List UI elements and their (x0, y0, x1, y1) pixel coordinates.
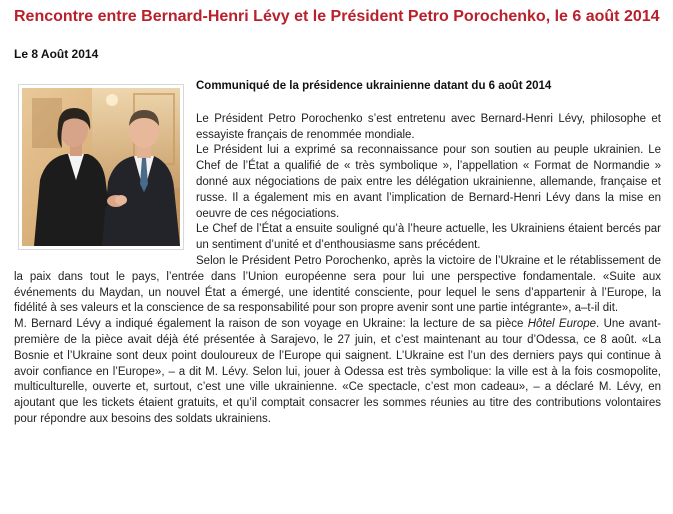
article-photo (18, 84, 184, 250)
paragraph-text-segment: . Une avant-première de la pièce avait déjà été présentée à Sarajevo, le 27 juin, et c’est maintenant au tour d’Odessa, ce 8 août. «La Bosnie et l’Ukraine sont deux point douloureux de l’Europe qui saignent. L’Ukraine est l’un des derniers pays qui continue à avoir confiance en l’Europe», – a dit M. Lévy. Selon lui, jouer à Odessa est très symbolique: la ville est à la fois cosmopolite, multiculturelle, ouverte et, surtout, c’est une ville ukrainienne. «Ce spectacle, c’est mon cadeau», – a déclaré M. Lévy, en ajoutant que les tickets étaient gratuits, et qu’il comptait consacrer les sommes réunies au titre des contributions volontaires pour répondre aux besoins des soldats ukrainiens. (14, 318, 661, 425)
article-subtitle: Communiqué de la présidence ukrainienne datant du 6 août 2014 (196, 80, 552, 92)
article-paragraph (14, 317, 661, 428)
article-body (14, 79, 661, 428)
article-paragraph: Selon le Président Petro Porochenko, après la victoire de l’Ukraine et le rétablissement de la paix dans tout le pays, l’entrée dans l’Union européenne sera pour lui une perspective fondamentale. «Suite aux événements du Maydan, un nouvel État a émergé, une identité consciente, pour lequel le sens d’appartenir à l’Europe, la fidélité à ses valeurs et la conscience de sa responsabilité pour son propre avenir sont une partie intégrante», a–t-il dit. (14, 254, 661, 315)
article-title: Rencontre entre Bernard-Henri Lévy et le Président Petro Porochenko, le 6 août 2014 (14, 8, 660, 25)
article-paragraph: Le Chef de l’État a ensuite souligné qu’à l’heure actuelle, les Ukrainiens étaient bercés par un sentiment d’unité et d’enthousiasme sans précédent. (196, 223, 661, 252)
article-paragraph: Le Président lui a exprimé sa reconnaissance pour son soutien au peuple ukrainien. Le Chef de l’État a qualifié de « très symbolique », l’appellation « Format de Normandie » donné aux négociations de paix entre les délégation ukrainienne, allemande, française et russe. Il a également mis en avant l’implication de Bernard-Henri Lévy dans la mise en oeuvre de ces négociations. (196, 144, 661, 220)
handshake-photo-illustration (22, 88, 180, 246)
article-date: Le 8 Août 2014 (14, 47, 99, 61)
article-paragraph: Le Président Petro Porochenko s’est entretenu avec Bernard-Henri Lévy, philosophe et essayiste français de renommée mondiale. (196, 112, 661, 141)
play-title: Hôtel Europe (527, 318, 597, 331)
paragraph-text-segment: M. Bernard Lévy a indiqué également la raison de son voyage en Ukraine: la lecture de sa pièce (14, 318, 528, 331)
